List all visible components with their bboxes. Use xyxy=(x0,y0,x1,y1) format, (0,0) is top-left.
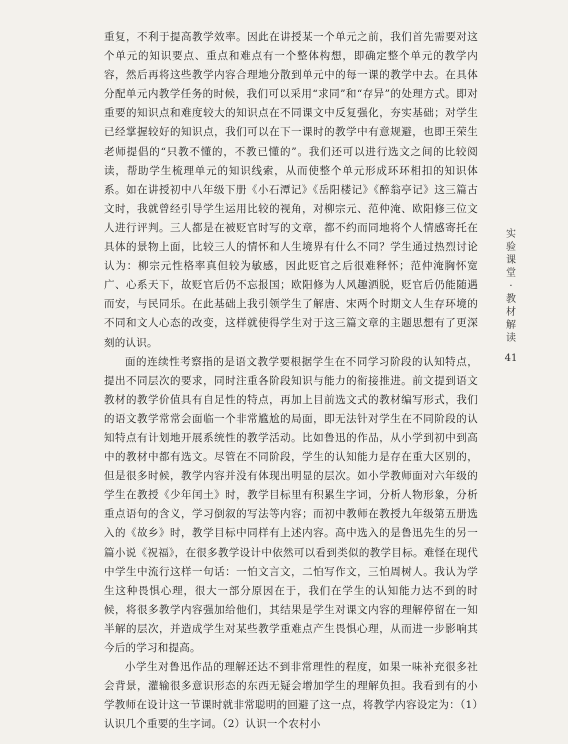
running-header-char: 堂 xyxy=(506,268,516,279)
paragraph-1: 重复，不利于提高教学效率。因此在讲授某一个单元之前，我们首先需要对这个单元的知识要点、重点和难点有一个整体构想，即确定整个单元的教学内容，然后再将这些教学内容合理地分散到单元中的每一课的教学中去。在具体分配单元内教学任务的时候，我们可以采用“求同”和“存异”的处理方式。即对重要的知识点和难度较大的知识点在不同课文中反复强化，夯实基础；对学生已经掌握较好的知识点，我们可以在下一课时的教学中有意规避，也即王荣生老师提倡的“只教不懂的，不教已懂的”。我们还可以进行选文之间的比较阅读，帮助学生梳理单元的知识线索，从而使整个单元形成环环相扣的知识体系。如在讲授初中八年级下册《小石潭记》《岳阳楼记》《醉翁亭记》这三篇古文时，我就曾经引导学生运用比较的视角，对柳宗元、范仲淹、欧阳修三位文人进行评判。三人都是在被贬官时写的文章，都不约而同地将个人情感寄托在具体的景物上面，比较三人的情怀和人生境界有什么不同？学生通过热烈讨论认为：柳宗元性格率真但较为敏感，因此贬官之后很难释怀；范仲淹胸怀宽广、心系天下，故贬官后仍不忘报国；欧阳修为人风趣洒脱，贬官后仍能随遇而安，与民同乐。在此基础上我引领学生了解唐、宋两个时期文人生存环境的不同和文人心态的改变，这样就使得学生对于这三篇文章的主题思想有了更深刻的认识。 xyxy=(104,31,478,349)
running-header-char: 读 xyxy=(506,333,516,344)
running-header-char: 教 xyxy=(506,294,516,305)
page-number: 41 xyxy=(504,353,518,364)
running-header-char: 解 xyxy=(506,320,516,331)
body-text xyxy=(104,28,478,734)
running-header-char: · xyxy=(509,281,513,292)
running-header xyxy=(504,228,518,345)
running-header-char: 实 xyxy=(506,229,516,240)
paragraph-2: 面的连续性考察指的是语文教学要根据学生在不同学习阶段的认知特点，提出不同层次的要求，同时注重各阶段知识与能力的衔接推进。前文提到语文教材的教学价值具有自足性的特点，再加上目前选文式的教材编写形式，我们的语文教学常常会面临一个非常尴尬的局面，即无法针对学生在不同阶段的认知特点有计划地开展系统性的教学活动。比如鲁迅的作品，从小学到初中到高中的教材中都有选文。尽管在不同阶段，学生的认知能力是存在重大区别的，但是很多时候，教学内容并没有体现出明显的层次。如小学教师面对六年级的学生在教授《少年闰土》时，教学目标里有积累生字词，分析人物形象，分析重点语句的含义，学习倒叙的写法等内容；而初中教师在教授九年级第五册选入的《故乡》时，教学目标中同样有上述内容。高中选入的是鲁迅先生的另一篇小说《祝福》，在很多教学设计中依然可以看到类似的教学目标。难怪在现代中学生中流行这样一句话：一怕文言文，二怕写作文，三怕周树人。我认为学生这种畏惧心理，很大一部分原因在于，我们在学生的认知能力达不到的时候，将很多教学内容强加给他们，其结果是学生对课文内容的理解停留在一知半解的层次，并造成学生对某些教学重难点产生畏惧心理，从而进一步影响其今后的学习和提高。 xyxy=(104,355,478,654)
running-header-char: 材 xyxy=(506,307,516,318)
paragraph-3: 小学生对鲁迅作品的理解还达不到非常理性的程度，如果一味补充很多社会背景，灌输很多意识形态的东西无疑会增加学生的理解负担。我看到有的小学教师在设计这一节课时就非常聪明的回避了这一点，将教学内容设定为：（1）认识几个重要的生字词。（2）认识一个农村小 xyxy=(104,661,478,731)
running-header-char: 课 xyxy=(506,255,516,266)
running-header-char: 验 xyxy=(506,242,516,253)
